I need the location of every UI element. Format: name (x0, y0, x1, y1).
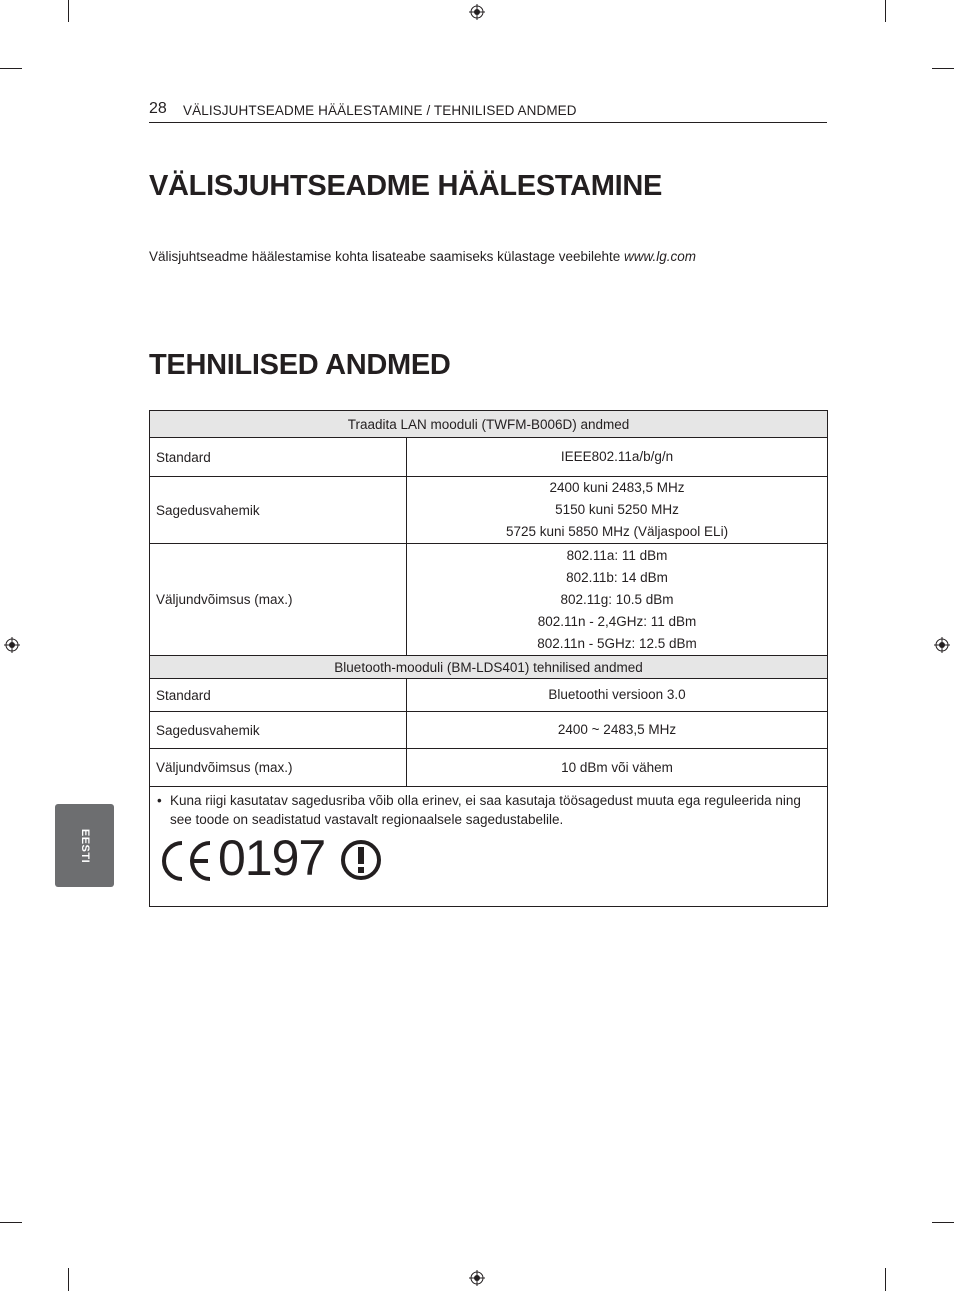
registration-mark-icon (934, 637, 950, 653)
table-row-value: 10 dBm või vähem (407, 749, 828, 787)
table-row-label: Standard (150, 679, 407, 712)
ce-mark-icon (158, 839, 214, 883)
value-line: 2400 kuni 2483,5 MHz (549, 480, 685, 495)
bullet: • (157, 793, 162, 808)
registration-mark-icon (469, 4, 485, 20)
ce-marking (150, 830, 827, 901)
crop-mark (932, 68, 954, 69)
table-row-label: Standard (150, 438, 407, 477)
page-number: 28 (149, 100, 167, 117)
value-line: 5150 kuni 5250 MHz (555, 502, 679, 517)
note-text: Kuna riigi kasutatav sagedusriba võib olla erinev, ei saa kasutaja töösagedust muuta ega reguleerida ning see toode on seadistatud vastavalt regionaalsele sagedustabelile. (170, 793, 801, 827)
value-line: 802.11g: 10.5 dBm (560, 591, 674, 607)
crop-mark (0, 1222, 22, 1223)
notified-body-number: 0197 (218, 830, 326, 886)
lan-module-header: Traadita LAN mooduli (TWFM-B006D) andmed (150, 411, 828, 438)
running-head: VÄLISJUHTSEADME HÄÄLESTAMINE / TEHNILISED ANDMED (183, 103, 577, 118)
crop-mark (885, 0, 886, 22)
registration-mark-icon (469, 1270, 485, 1286)
crop-mark (885, 1268, 886, 1291)
intro-paragraph (149, 249, 696, 264)
table-row-label: Sagedusvahemik (150, 477, 407, 544)
table-row-value (407, 438, 828, 477)
crop-mark (932, 1222, 954, 1223)
intro-text: Välisjuhtseadme häälestamise kohta lisateabe saamiseks külastage veebilehte (149, 249, 625, 264)
page-header (149, 100, 827, 123)
intro-url-link[interactable]: www.lg.com (624, 249, 697, 264)
section-title-setup: VÄLISJUHTSEADME HÄÄLESTAMINE (149, 170, 663, 202)
value-line: IEEE802.11a/b/g/n (560, 449, 674, 464)
bt-module-header: Bluetooth-mooduli (BM-LDS401) tehnilised andmed (150, 656, 828, 679)
language-tab (55, 804, 114, 887)
note-cell (150, 787, 828, 907)
crop-mark (68, 1268, 69, 1291)
spec-table (149, 410, 828, 907)
alert-icon (340, 839, 382, 881)
table-row-value: 2400 ~ 2483,5 MHz (407, 712, 828, 749)
table-row-value: Bluetoothi versioon 3.0 (407, 679, 828, 712)
table-row-label: Väljundvõimsus (max.) (150, 544, 407, 656)
note (150, 787, 827, 829)
table-row-label: Sagedusvahemik (150, 712, 407, 749)
value-line: 802.11b: 14 dBm (566, 569, 668, 585)
language-tab-label: EESTI (78, 828, 91, 863)
crop-mark (0, 68, 22, 69)
value-line: 802.11n - 5GHz: 12.5 dBm (537, 635, 697, 651)
value-line: 802.11n - 2,4GHz: 11 dBm (537, 613, 697, 629)
table-row-value (407, 477, 828, 544)
section-title-specs: TEHNILISED ANDMED (149, 349, 451, 381)
value-line: 802.11a: 11 dBm (566, 547, 668, 563)
table-row-label: Väljundvõimsus (max.) (150, 749, 407, 787)
registration-mark-icon (4, 637, 20, 653)
table-row-value (407, 544, 828, 656)
crop-mark (68, 0, 69, 22)
value-line: 5725 kuni 5850 MHz (Väljaspool ELi) (505, 524, 729, 539)
